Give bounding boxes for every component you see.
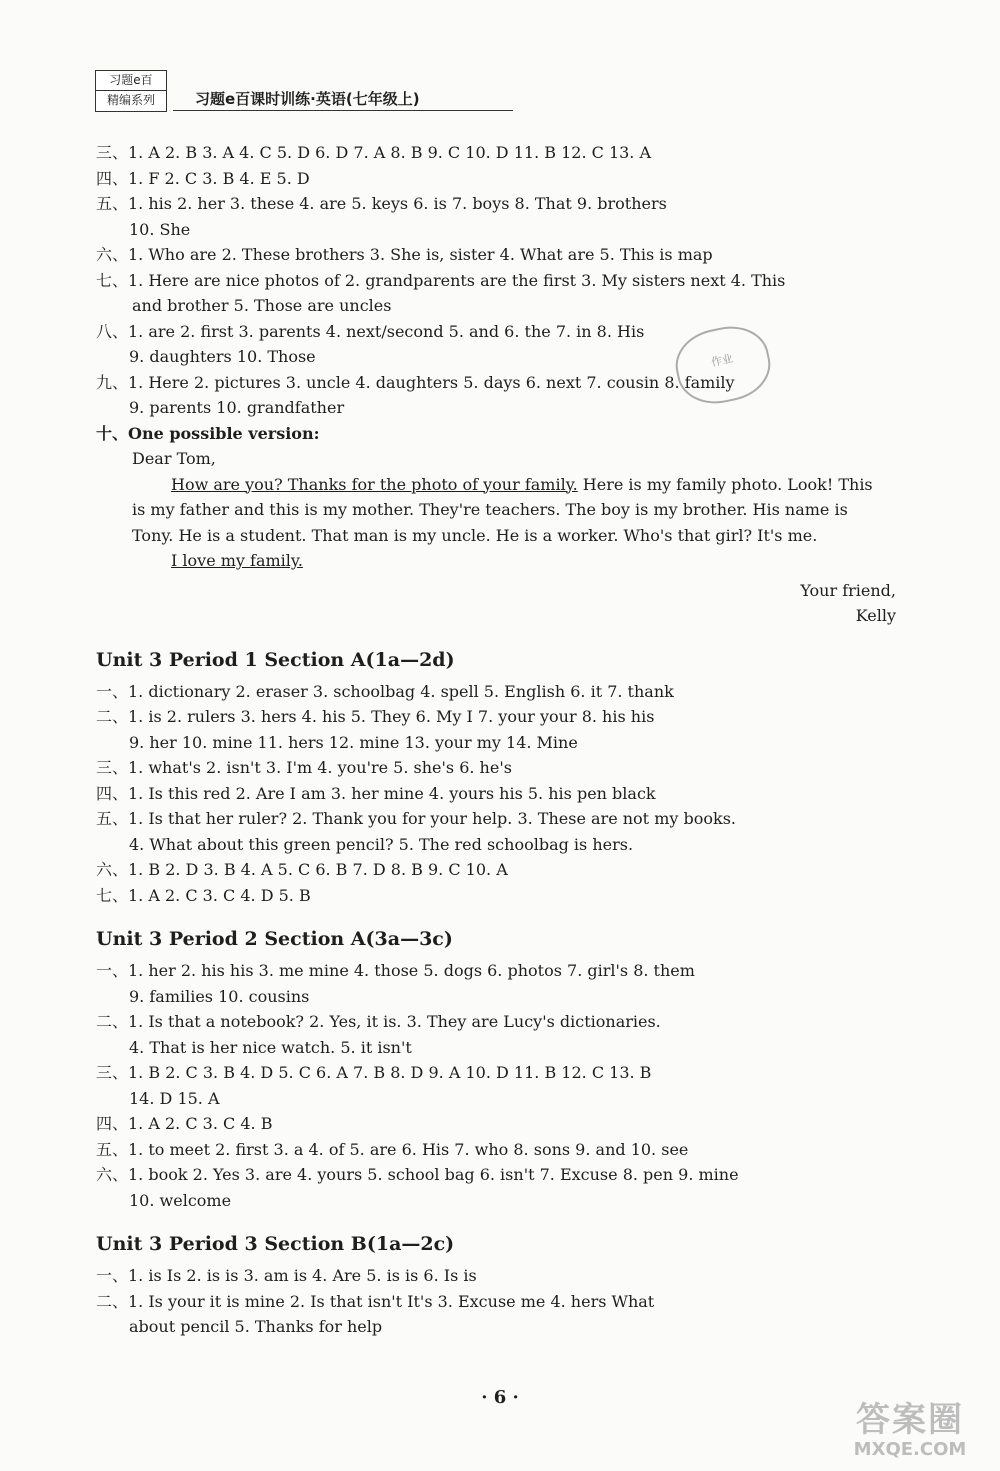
section-heading: Unit 3 Period 1 Section A(1a—2d) [96, 648, 455, 671]
answer-line: 七、1. A 2. C 3. C 4. D 5. B [96, 885, 311, 905]
section-heading: Unit 3 Period 3 Section B(1a—2c) [96, 1233, 455, 1255]
page-number: · 6 · [481, 1387, 519, 1408]
letter-greeting: Dear Tom, [132, 449, 216, 468]
watermark-logo-text: 答案圈 [856, 1400, 964, 1440]
underlined-sentence: How are you? Thanks for the photo of your family. [171, 474, 578, 494]
answer-line: 10. welcome [129, 1190, 232, 1210]
answer-line: 四、1. Is this red 2. Are I am 3. her mine 4. yours his 5. his pen black [96, 783, 656, 803]
answer-line: 五、1. Is that her ruler? 2. Thank you for your help. 3. These are not my books. [96, 809, 736, 828]
answer-line: 六、1. book 2. Yes 3. are 4. yours 5. school bag 6. isn't 7. Excuse 8. pen 9. mine [96, 1165, 739, 1184]
answer-line: 三、1. what's 2. isn't 3. I'm 4. you're 5. she's 6. he's [96, 758, 512, 777]
logo-line-1: 习题e百 [96, 71, 166, 91]
answer-line: 10. She [129, 219, 191, 239]
answer-line: 八、1. are 2. first 3. parents 4. next/second 5. and 6. the 7. in 8. His [96, 321, 645, 341]
answer-line: 三、1. B 2. C 3. B 4. D 5. C 6. A 7. B 8. D 9. A 10. D 11. B 12. C 13. B [96, 1063, 652, 1082]
answer-line: 一、1. dictionary 2. eraser 3. schoolbag 4. spell 5. English 6. it 7. thank [96, 681, 674, 701]
page-header [95, 70, 515, 112]
letter-line [96, 472, 896, 498]
letter-text: Here is my family photo. Look! This [577, 474, 873, 494]
series-logo [95, 70, 167, 112]
answer-line: 二、1. Is that a notebook? 2. Yes, it is. 3. They are Lucy's dictionaries. [96, 1012, 661, 1031]
logo-line-2: 精编系列 [106, 93, 155, 107]
answer-line: 九、1. Here 2. pictures 3. uncle 4. daughters 5. days 6. next 7. cousin 8. family [96, 372, 735, 392]
stamp-text: 作业 [709, 351, 735, 370]
answer-line: 三、1. A 2. B 3. A 4. C 5. D 6. D 7. A 8. B 9. C 10. D 11. B 12. C 13. A [96, 143, 652, 162]
answer-line: 五、1. his 2. her 3. these 4. are 5. keys 6. is 7. boys 8. That 9. brothers [96, 194, 667, 213]
answer-line: 9. daughters 10. Those [129, 347, 316, 366]
answer-line: 四、1. F 2. C 3. B 4. E 5. D [96, 168, 310, 188]
answer-line: and brother 5. Those are uncles [132, 296, 392, 315]
answer-line: 二、1. Is your it is mine 2. Is that isn't It's 3. Excuse me 4. hers What [96, 1291, 655, 1311]
underlined-sentence: I love my family. [171, 551, 303, 570]
answer-line: 9. parents 10. grandfather [129, 398, 345, 417]
letter-line: is my father and this is my mother. They're teachers. The boy is my brother. His name is [132, 500, 848, 519]
header-divider [173, 110, 513, 111]
answer-line: 4. What about this green pencil? 5. The red schoolbag is hers. [129, 834, 634, 854]
answer-line: 9. families 10. cousins [129, 986, 310, 1006]
letter-signature: Kelly [855, 606, 896, 625]
answer-line: 一、1. is Is 2. is is 3. am is 4. Are 5. is is 6. Is is [96, 1266, 477, 1285]
watermark-url: MXQE.COM [853, 1439, 967, 1460]
answer-line: 十、One possible version: [96, 423, 320, 443]
answer-line: 二、1. is 2. rulers 3. hers 4. his 5. They 6. My I 7. your your 8. his his [96, 707, 655, 726]
answer-line: 4. That is her nice watch. 5. it isn't [129, 1037, 412, 1057]
answer-line: 六、1. Who are 2. These brothers 3. She is, sister 4. What are 5. This is map [96, 245, 713, 264]
answer-line: 五、1. to meet 2. first 3. a 4. of 5. are 6. His 7. who 8. sons 9. and 10. see [96, 1139, 689, 1159]
letter-line: Tony. He is a student. That man is my uncle. He is a worker. Who's that girl? It's me. [132, 525, 818, 545]
answer-content [96, 140, 896, 1340]
letter-closing: Your friend, [800, 580, 896, 600]
answer-line: 六、1. B 2. D 3. B 4. A 5. C 6. B 7. D 8. B 9. C 10. A [96, 860, 508, 879]
book-title: 习题e百课时训练·英语(七年级上) [195, 90, 420, 108]
letter-line [96, 548, 896, 574]
site-watermark [830, 1400, 990, 1465]
section-heading: Unit 3 Period 2 Section A(3a—3c) [96, 928, 453, 950]
answer-line: 14. D 15. A [129, 1088, 220, 1108]
answer-line: 七、1. Here are nice photos of 2. grandparents are the first 3. My sisters next 4. This [96, 270, 786, 290]
answer-line: 四、1. A 2. C 3. C 4. B [96, 1114, 273, 1133]
answer-line: 一、1. her 2. his his 3. me mine 4. those 5. dogs 6. photos 7. girl's 8. them [96, 961, 695, 980]
answer-line: about pencil 5. Thanks for help [129, 1317, 383, 1336]
answer-line: 9. her 10. mine 11. hers 12. mine 13. your my 14. Mine [129, 732, 578, 752]
